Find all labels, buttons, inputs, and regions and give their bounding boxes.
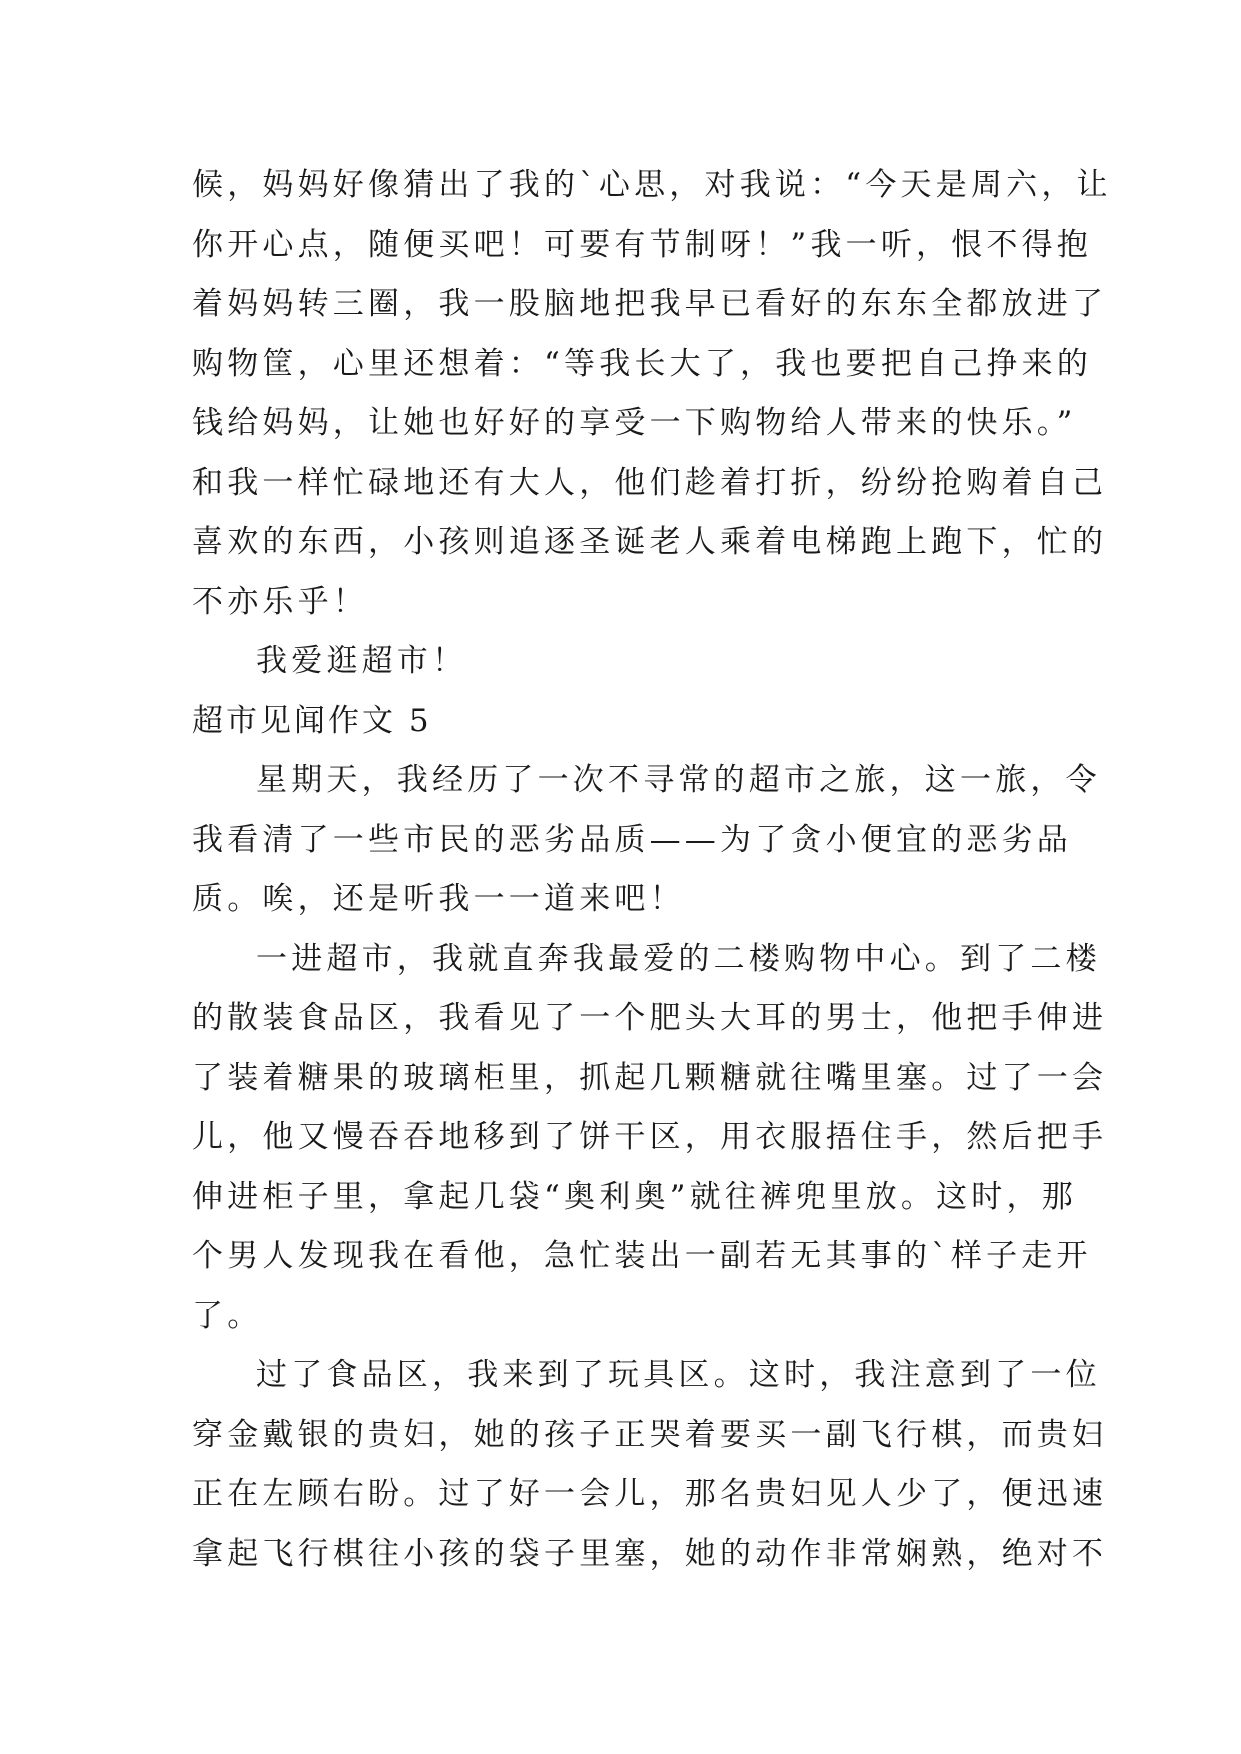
text-line: 购物筐，心里还想着：“等我长大了，我也要把自己挣来的: [192, 345, 1093, 382]
text-line: 的散装食品区，我看见了一个肥头大耳的男士，他把手伸进: [192, 1000, 1108, 1036]
essay-text: [192, 156, 1112, 1584]
text-line: 着妈妈转三圈，我一股脑地把我早已看好的东东全都放进了: [192, 286, 1108, 322]
text-line: 儿，他又慢吞吞地移到了饼干区，用衣服捂住手，然后把手: [192, 1119, 1108, 1155]
text-line: 钱给妈妈，让她也好好的享受一下购物给人带来的快乐。”: [192, 405, 1077, 441]
text-line: 你开心点，随便买吧！可要有节制呀！”我一听，恨不得抱: [192, 226, 1093, 263]
text-line: 和我一样忙碌地还有大人，他们趁着打折，纷纷抢购着自己: [192, 464, 1108, 501]
paragraph-line: 星期天，我经历了一次不寻常的超市之旅，这一旅，令: [256, 762, 1101, 798]
paragraph-line: 过了食品区，我来到了玩具区。这时，我注意到了一位: [256, 1357, 1101, 1393]
text-line: 个男人发现我在看他，急忙装出一副若无其事的`样子走开: [192, 1238, 1092, 1274]
text-line: 拿起飞行棋往小孩的袋子里塞，她的动作非常娴熟，绝对不: [192, 1535, 1108, 1572]
text-line: 正在左顾右盼。过了好一会儿，那名贵妇见人少了，便迅速: [192, 1476, 1108, 1512]
text-line: 伸进柜子里，拿起几袋“奥利奥”就往裤兜里放。这时，那: [192, 1178, 1077, 1215]
text-line: 我看清了一些市民的恶劣品质——为了贪小便宜的恶劣品: [192, 821, 1072, 858]
text-line: 穿金戴银的贵妇，她的孩子正哭着要买一副飞行棋，而贵妇: [192, 1416, 1108, 1453]
paragraph-line: 我爱逛超市！: [256, 643, 468, 679]
text-line: 喜欢的东西，小孩则追逐圣诞老人乘着电梯跑上跑下，忙的: [192, 524, 1108, 560]
paragraph-line: 一进超市，我就直奔我最爱的二楼购物中心。到了二楼: [256, 940, 1101, 977]
text-line: 候，妈妈好像猜出了我的`心思，对我说：“今天是周六，让: [192, 167, 1112, 203]
section-heading: 超市见闻作文 5: [192, 702, 432, 739]
text-line: 质。唉，还是听我一一道来吧！: [192, 881, 685, 917]
text-line: 了。: [192, 1297, 263, 1334]
text-line: 不亦乐乎！: [192, 583, 368, 620]
text-line: 了装着糖果的玻璃柜里，抓起几颗糖就往嘴里塞。过了一会: [192, 1059, 1108, 1096]
